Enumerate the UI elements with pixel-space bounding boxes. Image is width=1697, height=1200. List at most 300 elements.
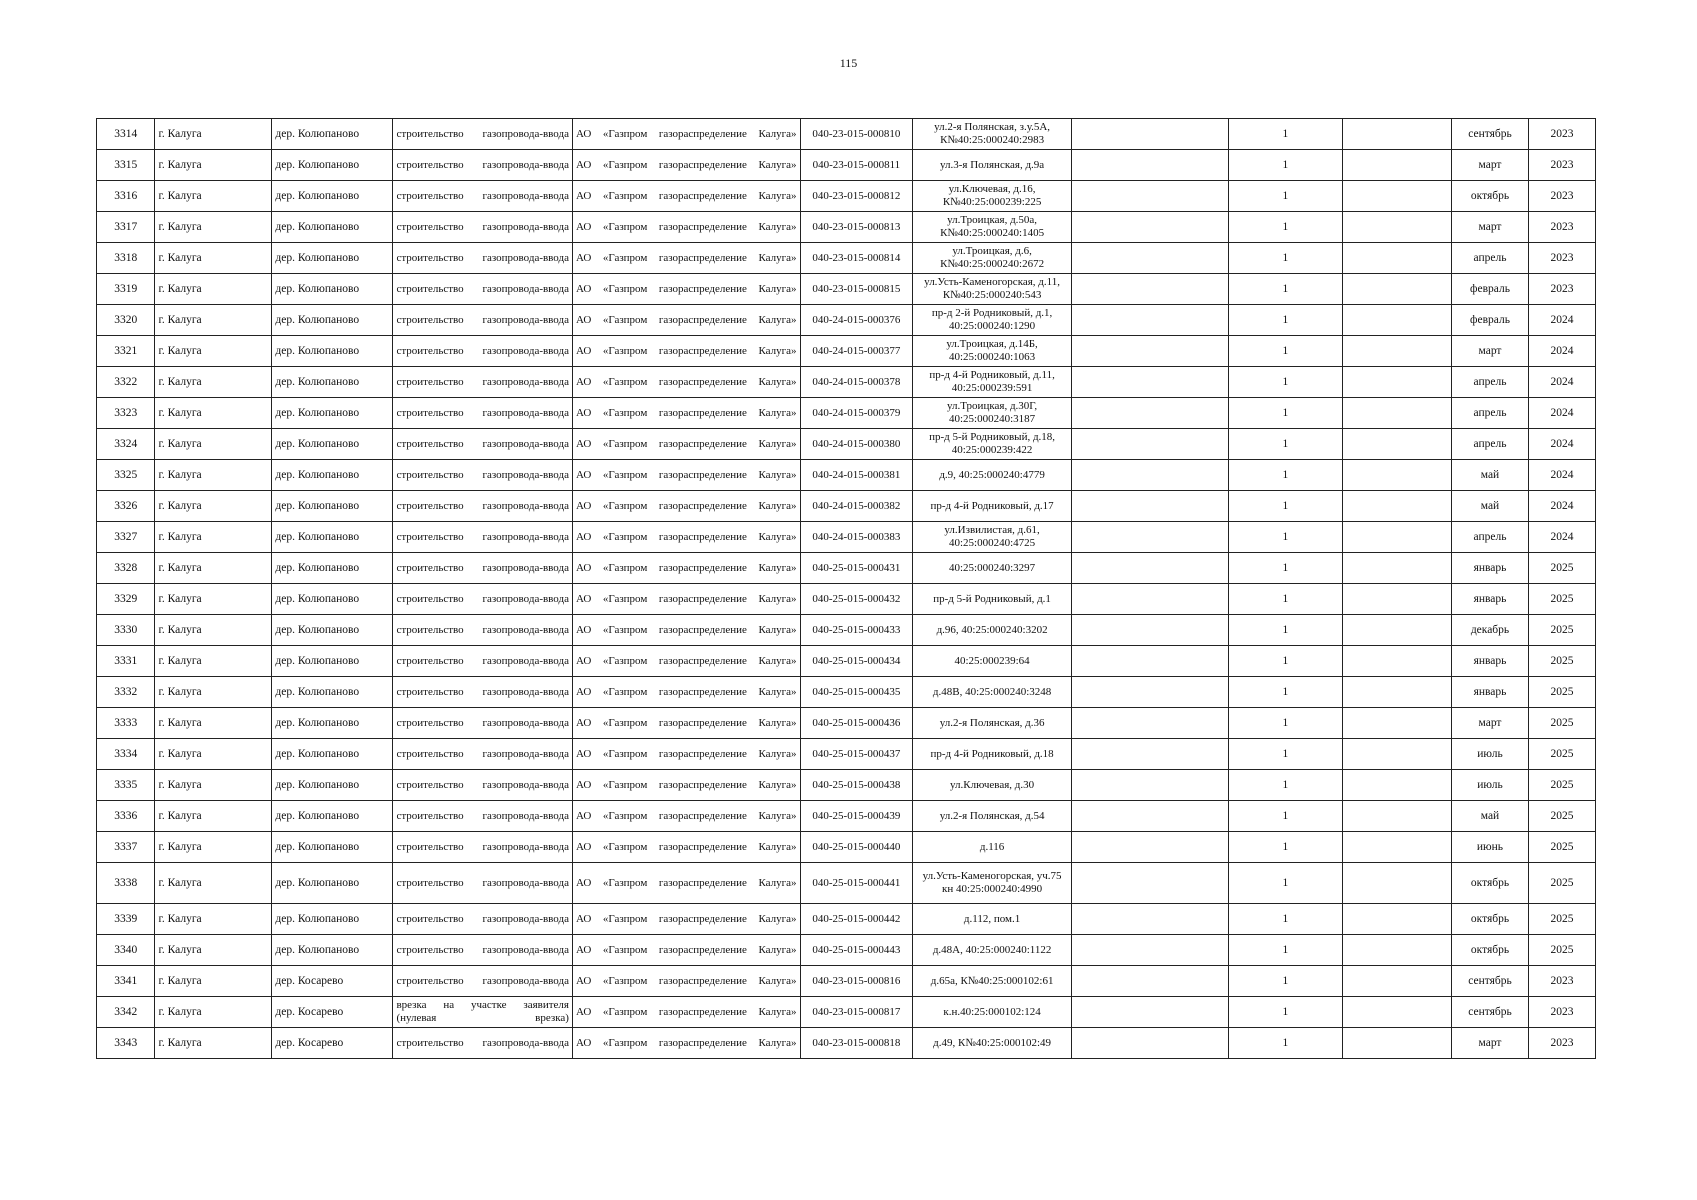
year-cell: 2025: [1529, 832, 1596, 863]
row-number-cell: 3318: [97, 243, 155, 274]
work-type-cell: строительство газопровода-ввода: [393, 832, 573, 863]
address-cell: д.65а, К№40:25:000102:61: [913, 966, 1072, 997]
city-cell: г. Калуга: [155, 491, 272, 522]
year-cell: 2025: [1529, 553, 1596, 584]
work-type-cell: строительство газопровода-ввода: [393, 677, 573, 708]
month-cell: апрель: [1451, 243, 1528, 274]
table-row: [97, 966, 1596, 997]
month-cell: февраль: [1451, 305, 1528, 336]
month-cell: март: [1451, 150, 1528, 181]
empty-cell: [1071, 739, 1228, 770]
table-row: [97, 904, 1596, 935]
month-cell: февраль: [1451, 274, 1528, 305]
row-number-cell: 3329: [97, 584, 155, 615]
organization-cell: АО «Газпром газораспределение Калуга»: [572, 522, 800, 553]
organization-cell: АО «Газпром газораспределение Калуга»: [572, 274, 800, 305]
code-cell: 040-25-015-000439: [800, 801, 913, 832]
code-cell: 040-24-015-000377: [800, 336, 913, 367]
table-row: [97, 212, 1596, 243]
row-number-cell: 3341: [97, 966, 155, 997]
work-type-cell: строительство газопровода-ввода: [393, 274, 573, 305]
empty-cell: [1343, 966, 1452, 997]
village-cell: дер. Колюпаново: [272, 832, 393, 863]
village-cell: дер. Колюпаново: [272, 553, 393, 584]
village-cell: дер. Колюпаново: [272, 491, 393, 522]
organization-cell: АО «Газпром газораспределение Калуга»: [572, 212, 800, 243]
village-cell: дер. Колюпаново: [272, 615, 393, 646]
count-cell: 1: [1228, 615, 1343, 646]
month-cell: май: [1451, 801, 1528, 832]
village-cell: дер. Колюпаново: [272, 708, 393, 739]
organization-cell: АО «Газпром газораспределение Калуга»: [572, 367, 800, 398]
address-cell: д.112, пом.1: [913, 904, 1072, 935]
village-cell: дер. Колюпаново: [272, 367, 393, 398]
address-cell: ул.2-я Полянская, д.54: [913, 801, 1072, 832]
table-row: [97, 491, 1596, 522]
city-cell: г. Калуга: [155, 553, 272, 584]
village-cell: дер. Колюпаново: [272, 863, 393, 904]
month-cell: июль: [1451, 739, 1528, 770]
count-cell: 1: [1228, 966, 1343, 997]
year-cell: 2024: [1529, 429, 1596, 460]
row-number-cell: 3316: [97, 181, 155, 212]
village-cell: дер. Колюпаново: [272, 739, 393, 770]
empty-cell: [1343, 935, 1452, 966]
empty-cell: [1071, 677, 1228, 708]
year-cell: 2025: [1529, 770, 1596, 801]
empty-cell: [1071, 863, 1228, 904]
address-cell: 40:25:000240:3297: [913, 553, 1072, 584]
code-cell: 040-25-015-000437: [800, 739, 913, 770]
address-cell: к.н.40:25:000102:124: [913, 997, 1072, 1028]
month-cell: май: [1451, 460, 1528, 491]
row-number-cell: 3322: [97, 367, 155, 398]
row-number-cell: 3333: [97, 708, 155, 739]
empty-cell: [1343, 832, 1452, 863]
year-cell: 2025: [1529, 646, 1596, 677]
empty-cell: [1343, 904, 1452, 935]
count-cell: 1: [1228, 429, 1343, 460]
empty-cell: [1071, 305, 1228, 336]
empty-cell: [1071, 212, 1228, 243]
address-cell: д.116: [913, 832, 1072, 863]
empty-cell: [1343, 460, 1452, 491]
table-body: [97, 119, 1596, 1059]
code-cell: 040-25-015-000432: [800, 584, 913, 615]
code-cell: 040-25-015-000436: [800, 708, 913, 739]
empty-cell: [1343, 584, 1452, 615]
village-cell: дер. Колюпаново: [272, 522, 393, 553]
empty-cell: [1071, 274, 1228, 305]
city-cell: г. Калуга: [155, 646, 272, 677]
row-number-cell: 3314: [97, 119, 155, 150]
village-cell: дер. Колюпаново: [272, 150, 393, 181]
table-row: [97, 553, 1596, 584]
empty-cell: [1071, 832, 1228, 863]
empty-cell: [1071, 997, 1228, 1028]
empty-cell: [1343, 522, 1452, 553]
city-cell: г. Калуга: [155, 119, 272, 150]
year-cell: 2023: [1529, 119, 1596, 150]
empty-cell: [1071, 181, 1228, 212]
empty-cell: [1071, 615, 1228, 646]
month-cell: март: [1451, 336, 1528, 367]
count-cell: 1: [1228, 305, 1343, 336]
year-cell: 2023: [1529, 212, 1596, 243]
work-type-cell: строительство газопровода-ввода: [393, 801, 573, 832]
code-cell: 040-23-015-000813: [800, 212, 913, 243]
year-cell: 2025: [1529, 584, 1596, 615]
city-cell: г. Калуга: [155, 904, 272, 935]
table-row: [97, 997, 1596, 1028]
count-cell: 1: [1228, 522, 1343, 553]
count-cell: 1: [1228, 739, 1343, 770]
organization-cell: АО «Газпром газораспределение Калуга»: [572, 770, 800, 801]
code-cell: 040-25-015-000433: [800, 615, 913, 646]
count-cell: 1: [1228, 274, 1343, 305]
year-cell: 2025: [1529, 935, 1596, 966]
month-cell: июль: [1451, 770, 1528, 801]
table-row: [97, 1028, 1596, 1059]
work-type-cell: строительство газопровода-ввода: [393, 305, 573, 336]
organization-cell: АО «Газпром газораспределение Калуга»: [572, 832, 800, 863]
city-cell: г. Калуга: [155, 429, 272, 460]
village-cell: дер. Колюпаново: [272, 801, 393, 832]
count-cell: 1: [1228, 646, 1343, 677]
code-cell: 040-25-015-000442: [800, 904, 913, 935]
row-number-cell: 3334: [97, 739, 155, 770]
city-cell: г. Калуга: [155, 584, 272, 615]
address-cell: д.48В, 40:25:000240:3248: [913, 677, 1072, 708]
count-cell: 1: [1228, 997, 1343, 1028]
row-number-cell: 3330: [97, 615, 155, 646]
organization-cell: АО «Газпром газораспределение Калуга»: [572, 708, 800, 739]
empty-cell: [1071, 584, 1228, 615]
code-cell: 040-25-015-000441: [800, 863, 913, 904]
empty-cell: [1071, 1028, 1228, 1059]
empty-cell: [1343, 801, 1452, 832]
work-type-cell: строительство газопровода-ввода: [393, 398, 573, 429]
city-cell: г. Калуга: [155, 522, 272, 553]
address-cell: ул.Троицкая, д.14Б, 40:25:000240:1063: [913, 336, 1072, 367]
village-cell: дер. Колюпаново: [272, 243, 393, 274]
city-cell: г. Калуга: [155, 150, 272, 181]
address-cell: ул.Ключевая, д.16, К№40:25:000239:225: [913, 181, 1072, 212]
organization-cell: АО «Газпром газораспределение Калуга»: [572, 119, 800, 150]
month-cell: сентябрь: [1451, 119, 1528, 150]
table-row: [97, 274, 1596, 305]
empty-cell: [1343, 708, 1452, 739]
row-number-cell: 3337: [97, 832, 155, 863]
empty-cell: [1343, 553, 1452, 584]
work-type-cell: строительство газопровода-ввода: [393, 460, 573, 491]
organization-cell: АО «Газпром газораспределение Калуга»: [572, 398, 800, 429]
city-cell: г. Калуга: [155, 243, 272, 274]
count-cell: 1: [1228, 150, 1343, 181]
empty-cell: [1343, 429, 1452, 460]
empty-cell: [1343, 119, 1452, 150]
count-cell: 1: [1228, 181, 1343, 212]
empty-cell: [1071, 491, 1228, 522]
table-row: [97, 832, 1596, 863]
empty-cell: [1343, 243, 1452, 274]
code-cell: 040-25-015-000434: [800, 646, 913, 677]
year-cell: 2025: [1529, 801, 1596, 832]
empty-cell: [1343, 997, 1452, 1028]
city-cell: г. Калуга: [155, 739, 272, 770]
village-cell: дер. Колюпаново: [272, 398, 393, 429]
village-cell: дер. Колюпаново: [272, 584, 393, 615]
village-cell: дер. Колюпаново: [272, 904, 393, 935]
organization-cell: АО «Газпром газораспределение Калуга»: [572, 966, 800, 997]
count-cell: 1: [1228, 336, 1343, 367]
year-cell: 2023: [1529, 997, 1596, 1028]
work-type-cell: строительство газопровода-ввода: [393, 212, 573, 243]
organization-cell: АО «Газпром газораспределение Калуга»: [572, 739, 800, 770]
empty-cell: [1343, 491, 1452, 522]
table-row: [97, 398, 1596, 429]
table-row: [97, 460, 1596, 491]
code-cell: 040-24-015-000382: [800, 491, 913, 522]
table-row: [97, 150, 1596, 181]
empty-cell: [1343, 367, 1452, 398]
row-number-cell: 3327: [97, 522, 155, 553]
city-cell: г. Калуга: [155, 367, 272, 398]
work-type-cell: строительство газопровода-ввода: [393, 553, 573, 584]
empty-cell: [1071, 770, 1228, 801]
village-cell: дер. Колюпаново: [272, 677, 393, 708]
count-cell: 1: [1228, 243, 1343, 274]
month-cell: январь: [1451, 584, 1528, 615]
empty-cell: [1343, 336, 1452, 367]
city-cell: г. Калуга: [155, 212, 272, 243]
count-cell: 1: [1228, 904, 1343, 935]
row-number-cell: 3320: [97, 305, 155, 336]
month-cell: январь: [1451, 677, 1528, 708]
address-cell: пр-д 2-й Родниковый, д.1, 40:25:000240:1290: [913, 305, 1072, 336]
address-cell: д.9, 40:25:000240:4779: [913, 460, 1072, 491]
work-type-cell: строительство газопровода-ввода: [393, 739, 573, 770]
empty-cell: [1071, 429, 1228, 460]
row-number-cell: 3336: [97, 801, 155, 832]
table-row: [97, 181, 1596, 212]
empty-cell: [1071, 460, 1228, 491]
city-cell: г. Калуга: [155, 863, 272, 904]
year-cell: 2023: [1529, 274, 1596, 305]
address-cell: 40:25:000239:64: [913, 646, 1072, 677]
empty-cell: [1071, 367, 1228, 398]
table-row: [97, 615, 1596, 646]
year-cell: 2024: [1529, 336, 1596, 367]
table-row: [97, 522, 1596, 553]
empty-cell: [1343, 677, 1452, 708]
count-cell: 1: [1228, 398, 1343, 429]
city-cell: г. Калуга: [155, 966, 272, 997]
empty-cell: [1071, 398, 1228, 429]
code-cell: 040-23-015-000815: [800, 274, 913, 305]
row-number-cell: 3338: [97, 863, 155, 904]
city-cell: г. Калуга: [155, 770, 272, 801]
village-cell: дер. Колюпаново: [272, 212, 393, 243]
count-cell: 1: [1228, 935, 1343, 966]
city-cell: г. Калуга: [155, 1028, 272, 1059]
work-type-cell: строительство газопровода-ввода: [393, 150, 573, 181]
village-cell: дер. Колюпаново: [272, 274, 393, 305]
work-type-cell: строительство газопровода-ввода: [393, 181, 573, 212]
table-row: [97, 243, 1596, 274]
count-cell: 1: [1228, 584, 1343, 615]
table-row: [97, 367, 1596, 398]
address-cell: д.48А, 40:25:000240:1122: [913, 935, 1072, 966]
code-cell: 040-24-015-000381: [800, 460, 913, 491]
empty-cell: [1071, 935, 1228, 966]
city-cell: г. Калуга: [155, 832, 272, 863]
city-cell: г. Калуга: [155, 997, 272, 1028]
table-row: [97, 305, 1596, 336]
organization-cell: АО «Газпром газораспределение Калуга»: [572, 181, 800, 212]
organization-cell: АО «Газпром газораспределение Калуга»: [572, 491, 800, 522]
table-row: [97, 677, 1596, 708]
address-cell: ул.Ключевая, д.30: [913, 770, 1072, 801]
month-cell: июнь: [1451, 832, 1528, 863]
page-number: 115: [839, 56, 858, 70]
month-cell: октябрь: [1451, 863, 1528, 904]
month-cell: декабрь: [1451, 615, 1528, 646]
city-cell: г. Калуга: [155, 460, 272, 491]
count-cell: 1: [1228, 491, 1343, 522]
table-row: [97, 584, 1596, 615]
row-number-cell: 3315: [97, 150, 155, 181]
empty-cell: [1343, 863, 1452, 904]
row-number-cell: 3319: [97, 274, 155, 305]
year-cell: 2025: [1529, 863, 1596, 904]
code-cell: 040-25-015-000438: [800, 770, 913, 801]
year-cell: 2023: [1529, 966, 1596, 997]
table-row: [97, 935, 1596, 966]
work-type-cell: строительство газопровода-ввода: [393, 863, 573, 904]
month-cell: март: [1451, 1028, 1528, 1059]
code-cell: 040-23-015-000810: [800, 119, 913, 150]
work-type-cell: строительство газопровода-ввода: [393, 584, 573, 615]
table-row: [97, 646, 1596, 677]
month-cell: сентябрь: [1451, 966, 1528, 997]
table-row: [97, 770, 1596, 801]
empty-cell: [1071, 336, 1228, 367]
table-row: [97, 429, 1596, 460]
village-cell: дер. Косарево: [272, 1028, 393, 1059]
year-cell: 2024: [1529, 522, 1596, 553]
village-cell: дер. Косарево: [272, 997, 393, 1028]
row-number-cell: 3343: [97, 1028, 155, 1059]
year-cell: 2024: [1529, 305, 1596, 336]
month-cell: март: [1451, 212, 1528, 243]
row-number-cell: 3328: [97, 553, 155, 584]
row-number-cell: 3331: [97, 646, 155, 677]
work-type-cell: строительство газопровода-ввода: [393, 646, 573, 677]
organization-cell: АО «Газпром газораспределение Калуга»: [572, 243, 800, 274]
empty-cell: [1343, 181, 1452, 212]
organization-cell: АО «Газпром газораспределение Калуга»: [572, 615, 800, 646]
code-cell: 040-24-015-000379: [800, 398, 913, 429]
address-cell: ул.2-я Полянская, д.36: [913, 708, 1072, 739]
organization-cell: АО «Газпром газораспределение Калуга»: [572, 584, 800, 615]
address-cell: д.49, К№40:25:000102:49: [913, 1028, 1072, 1059]
year-cell: 2024: [1529, 367, 1596, 398]
address-cell: пр-д 4-й Родниковый, д.17: [913, 491, 1072, 522]
code-cell: 040-25-015-000440: [800, 832, 913, 863]
work-type-cell: строительство газопровода-ввода: [393, 935, 573, 966]
month-cell: апрель: [1451, 367, 1528, 398]
empty-cell: [1343, 646, 1452, 677]
empty-cell: [1071, 522, 1228, 553]
month-cell: март: [1451, 708, 1528, 739]
city-cell: г. Калуга: [155, 336, 272, 367]
code-cell: 040-24-015-000380: [800, 429, 913, 460]
address-cell: ул.3-я Полянская, д.9а: [913, 150, 1072, 181]
address-cell: ул.Усть-Каменогорская, уч.75 кн 40:25:000240:4990: [913, 863, 1072, 904]
empty-cell: [1343, 212, 1452, 243]
year-cell: 2025: [1529, 708, 1596, 739]
month-cell: октябрь: [1451, 181, 1528, 212]
count-cell: 1: [1228, 832, 1343, 863]
count-cell: 1: [1228, 708, 1343, 739]
code-cell: 040-24-015-000383: [800, 522, 913, 553]
code-cell: 040-25-015-000431: [800, 553, 913, 584]
year-cell: 2023: [1529, 150, 1596, 181]
row-number-cell: 3325: [97, 460, 155, 491]
table-row: [97, 119, 1596, 150]
row-number-cell: 3317: [97, 212, 155, 243]
city-cell: г. Калуга: [155, 398, 272, 429]
table-row: [97, 801, 1596, 832]
work-type-cell: строительство газопровода-ввода: [393, 904, 573, 935]
month-cell: апрель: [1451, 398, 1528, 429]
address-cell: пр-д 5-й Родниковый, д.18, 40:25:000239:422: [913, 429, 1072, 460]
code-cell: 040-23-015-000812: [800, 181, 913, 212]
row-number-cell: 3324: [97, 429, 155, 460]
month-cell: январь: [1451, 646, 1528, 677]
table-row: [97, 708, 1596, 739]
organization-cell: АО «Газпром газораспределение Калуга»: [572, 646, 800, 677]
row-number-cell: 3339: [97, 904, 155, 935]
work-type-cell: строительство газопровода-ввода: [393, 243, 573, 274]
month-cell: апрель: [1451, 522, 1528, 553]
village-cell: дер. Колюпаново: [272, 429, 393, 460]
village-cell: дер. Колюпаново: [272, 119, 393, 150]
city-cell: г. Калуга: [155, 615, 272, 646]
row-number-cell: 3321: [97, 336, 155, 367]
empty-cell: [1071, 150, 1228, 181]
address-cell: ул.Извилистая, д.61, 40:25:000240:4725: [913, 522, 1072, 553]
code-cell: 040-25-015-000435: [800, 677, 913, 708]
empty-cell: [1071, 646, 1228, 677]
work-type-cell: строительство газопровода-ввода: [393, 966, 573, 997]
register-table: [96, 118, 1596, 1059]
address-cell: ул.Троицкая, д.30Г, 40:25:000240:3187: [913, 398, 1072, 429]
village-cell: дер. Колюпаново: [272, 646, 393, 677]
empty-cell: [1071, 243, 1228, 274]
work-type-cell: строительство газопровода-ввода: [393, 522, 573, 553]
year-cell: 2025: [1529, 615, 1596, 646]
empty-cell: [1071, 119, 1228, 150]
year-cell: 2024: [1529, 398, 1596, 429]
year-cell: 2023: [1529, 181, 1596, 212]
address-cell: д.96, 40:25:000240:3202: [913, 615, 1072, 646]
row-number-cell: 3342: [97, 997, 155, 1028]
village-cell: дер. Колюпаново: [272, 336, 393, 367]
organization-cell: АО «Газпром газораспределение Калуга»: [572, 1028, 800, 1059]
year-cell: 2023: [1529, 243, 1596, 274]
